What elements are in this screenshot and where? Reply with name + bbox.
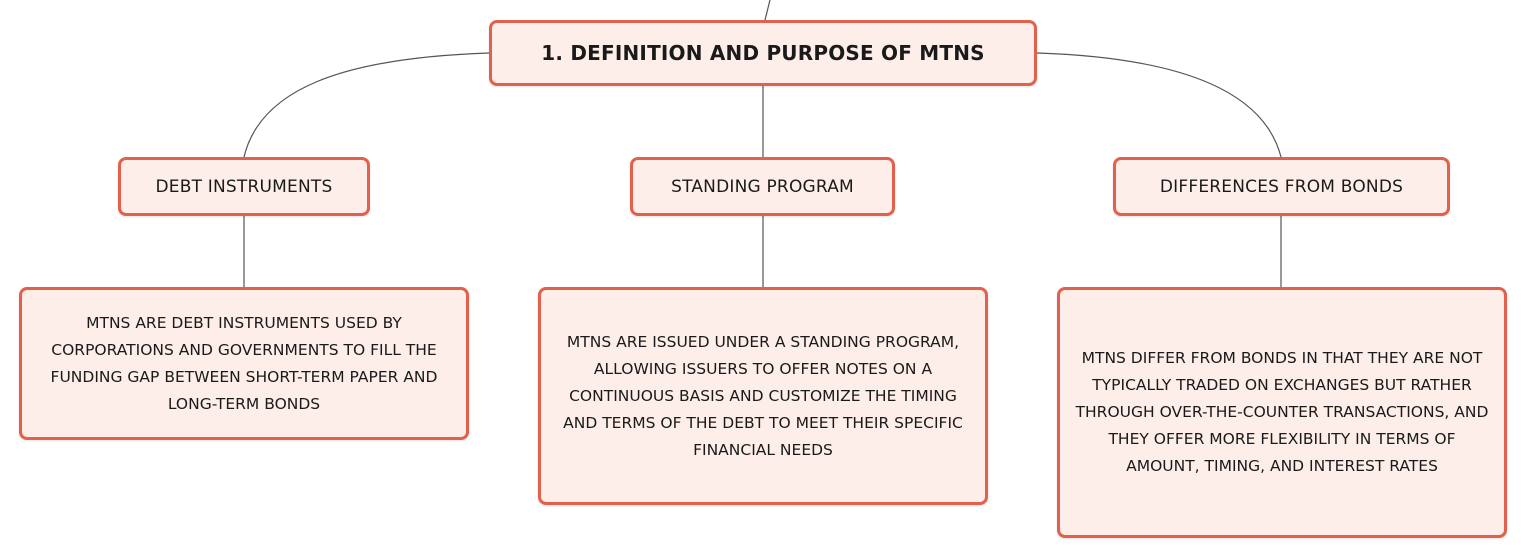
detail-node-text: MTNS ARE ISSUED UNDER A STANDING PROGRAM, ALLOWING ISSUERS TO OFFER NOTES ON A CONTINUOUS BASIS AND CUSTOMIZE THE TIMING AND TERMS OF THE DEBT TO MEET THEIR SPECIFIC FINANCIAL NEEDS bbox=[563, 332, 963, 459]
branch-node-differences-from-bonds[interactable] bbox=[1113, 157, 1450, 216]
branch-node-label: STANDING PROGRAM bbox=[671, 176, 854, 197]
connector-parent-incoming bbox=[765, 0, 770, 20]
detail-node-debt-instruments[interactable] bbox=[19, 287, 469, 440]
detail-node-text: MTNS ARE DEBT INSTRUMENTS USED BY CORPORATIONS AND GOVERNMENTS TO FILL THE FUNDING GAP BETWEEN SHORT-TERM PAPER AND LONG-TERM BONDS bbox=[50, 313, 438, 413]
branch-node-label: DEBT INSTRUMENTS bbox=[155, 176, 333, 197]
detail-node-differences-from-bonds[interactable] bbox=[1057, 287, 1507, 538]
detail-node-standing-program[interactable] bbox=[538, 287, 988, 505]
root-node[interactable] bbox=[489, 20, 1037, 86]
branch-node-standing-program[interactable] bbox=[630, 157, 895, 216]
branch-node-label: DIFFERENCES FROM BONDS bbox=[1159, 176, 1404, 197]
branch-node-debt-instruments[interactable] bbox=[118, 157, 370, 216]
detail-node-text: MTNS DIFFER FROM BONDS IN THAT THEY ARE NOT TYPICALLY TRADED ON EXCHANGES BUT RATHER THROUGH OVER-THE-COUNTER TRANSACTIONS, AND THEY OFFER MORE FLEXIBILITY IN TERMS OF AMOUNT, TIMING, AND INTEREST RATES bbox=[1075, 349, 1489, 475]
connector-root-to-debt-instruments bbox=[244, 53, 489, 157]
connector-root-to-differences-from-bonds bbox=[1037, 53, 1281, 157]
root-node-title: 1. DEFINITION AND PURPOSE OF MTNS bbox=[541, 41, 985, 65]
